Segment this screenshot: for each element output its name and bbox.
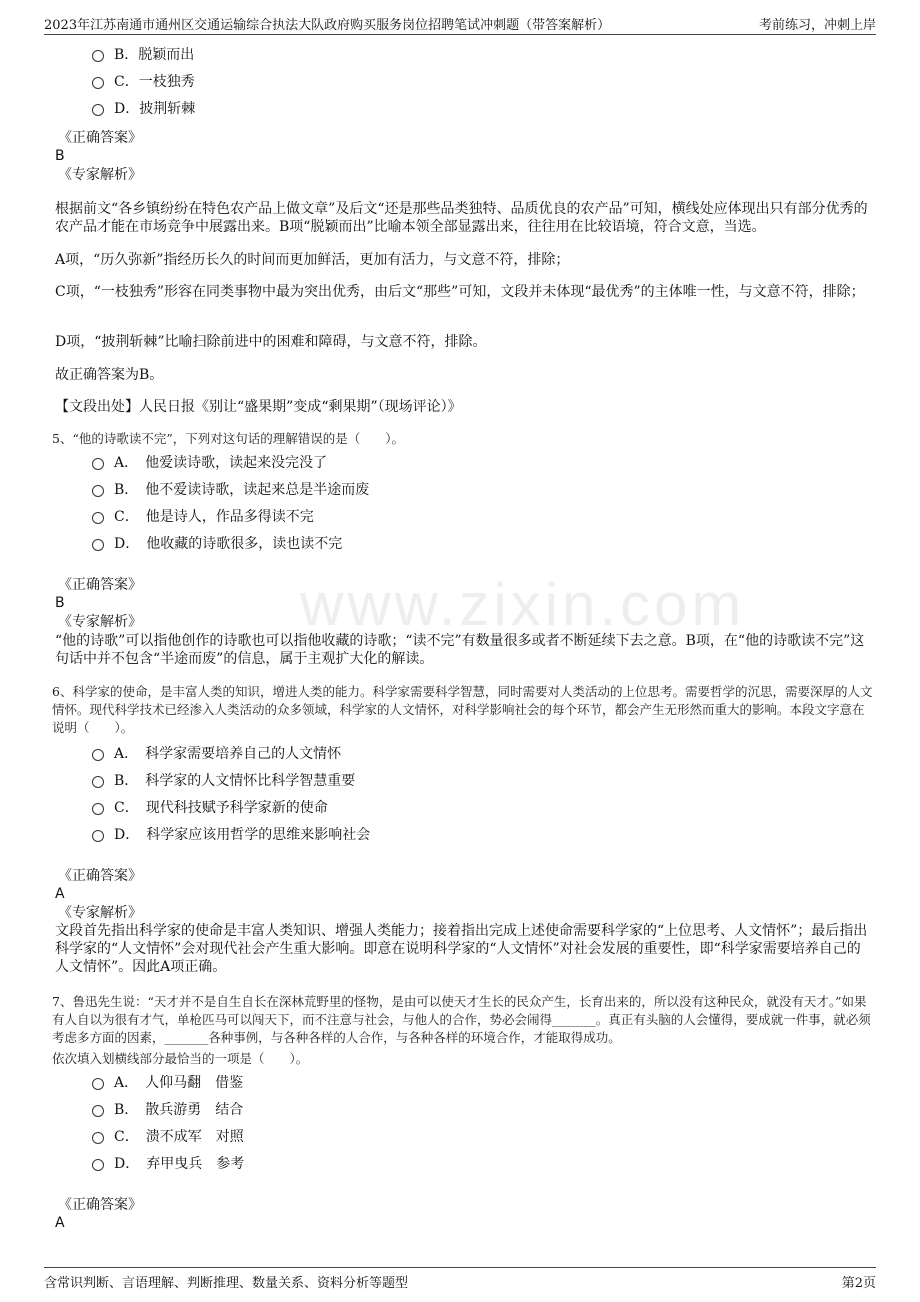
answer-label: 《正确答案》 bbox=[58, 130, 142, 146]
radio-icon[interactable] bbox=[92, 749, 104, 761]
option-d[interactable]: D． 科学家应该用哲学的思维来影响社会 bbox=[92, 826, 370, 844]
option-c[interactable]: C． 溃不成军 对照 bbox=[92, 1128, 244, 1146]
question-stem: 6、科学家的使命，是丰富人类的知识，增进人类的能力。科学家需要科学智慧，同时需要对人类活动的上位思考。需要哲学的沉思，需要深厚的人文情怀。现代科学技术已经渗入人类活动的众多领域，科学家的人文情怀，对科学影响社会的每个环节，都会产生无形然而重大的影响。本段文字意在说明（ ）。 bbox=[52, 684, 873, 735]
radio-icon[interactable] bbox=[92, 485, 104, 497]
answer-value: B bbox=[55, 595, 65, 611]
analysis-paragraph: “他的诗歌”可以指他创作的诗歌也可以指他收藏的诗歌；“读不完”有数量很多或者不断延续下去之意。B项，在“他的诗歌读不完”这句话中并不包含“半途而废”的信息，属于主观扩大化的解读。 bbox=[55, 633, 865, 667]
page-footer bbox=[44, 1267, 876, 1290]
option-c[interactable]: C． 他是诗人，作品多得读不完 bbox=[92, 508, 314, 526]
page-header bbox=[44, 12, 876, 35]
option-a[interactable]: A． 科学家需要培养自己的人文情怀 bbox=[92, 745, 341, 763]
radio-icon[interactable] bbox=[92, 1159, 104, 1171]
analysis-paragraph: 根据前文“各乡镇纷纷在特色农产品上做文章”及后文“还是那些品类独特、品质优良的农产品”可知，横线处应体现出只有部分优秀的农产品才能在市场竞争中展露出来。B项“脱颖而出”比喻本领全部显露出来，往往用在比较语境，符合文意，当选。 bbox=[55, 201, 868, 235]
analysis-label: 《专家解析》 bbox=[58, 167, 142, 183]
radio-icon[interactable] bbox=[92, 50, 104, 62]
radio-icon[interactable] bbox=[92, 512, 104, 524]
footer-note: 含常识判断、言语理解、判断推理、数量关系、资料分析等题型 bbox=[44, 1276, 409, 1291]
radio-icon[interactable] bbox=[92, 776, 104, 788]
answer-label: 《正确答案》 bbox=[58, 577, 142, 593]
option-c[interactable]: C．一枝独秀 bbox=[92, 73, 195, 91]
analysis-paragraph: A项，“历久弥新”指经历长久的时间而更加鲜活，更加有活力，与文意不符，排除； bbox=[55, 252, 570, 268]
analysis-paragraph: 文段首先指出科学家的使命是丰富人类知识、增强人类能力；接着指出完成上述使命需要科学家的“上位思考、人文情怀”；最后指出科学家的“人文情怀”会对现代社会产生重大影响。即意在说明科学家的“人文情怀”对社会发展的重要性，即“科学家需要培养自己的人文情怀”。因此A项正确。 bbox=[55, 923, 868, 975]
option-b[interactable]: B． 散兵游勇 结合 bbox=[92, 1101, 243, 1119]
document-title: 2023年江苏南通市通州区交通运输综合执法大队政府购买服务岗位招聘笔试冲刺题（带答案解析） bbox=[44, 18, 611, 33]
radio-icon[interactable] bbox=[92, 458, 104, 470]
analysis-paragraph: D项，“披荆斩棘”比喻扫除前进中的困难和障碍，与文意不符，排除。 bbox=[55, 334, 487, 350]
source-note: 【文段出处】人民日报《别让“盛果期”变成“剩果期”（现场评论）》 bbox=[55, 399, 462, 415]
radio-icon[interactable] bbox=[92, 803, 104, 815]
option-b[interactable]: B．脱颖而出 bbox=[92, 46, 194, 64]
header-slogan: 考前练习，冲刺上岸 bbox=[758, 18, 876, 33]
analysis-conclusion: 故正确答案为B。 bbox=[55, 367, 164, 383]
option-d[interactable]: D． 弃甲曳兵 参考 bbox=[92, 1155, 244, 1173]
question-stem: 5、“他的诗歌读不完”，下列对这句话的理解错误的是（ ）。 bbox=[52, 431, 404, 446]
radio-icon[interactable] bbox=[92, 1105, 104, 1117]
analysis-label: 《专家解析》 bbox=[58, 905, 142, 921]
option-a[interactable]: A． 他爱读诗歌，读起来没完没了 bbox=[92, 454, 327, 472]
radio-icon[interactable] bbox=[92, 1132, 104, 1144]
answer-label: 《正确答案》 bbox=[58, 1197, 142, 1213]
option-d[interactable]: D． 他收藏的诗歌很多，读也读不完 bbox=[92, 535, 342, 553]
analysis-label: 《专家解析》 bbox=[58, 614, 142, 630]
option-a[interactable]: A． 人仰马翻 借鉴 bbox=[92, 1074, 243, 1092]
answer-value: A bbox=[55, 1215, 65, 1231]
watermark: www.zixin.com bbox=[300, 571, 746, 638]
option-b[interactable]: B． 他不爱读诗歌，读起来总是半途而废 bbox=[92, 481, 369, 499]
analysis-paragraph: C项，“一枝独秀”形容在同类事物中最为突出优秀，由后文“那些”可知，文段并未体现“最优秀”的主体唯一性，与文意不符，排除； bbox=[55, 284, 865, 300]
answer-value: B bbox=[55, 148, 65, 164]
page-number: 第2页 bbox=[841, 1276, 876, 1291]
answer-label: 《正确答案》 bbox=[58, 868, 142, 884]
radio-icon[interactable] bbox=[92, 539, 104, 551]
option-c[interactable]: C． 现代科技赋予科学家新的使命 bbox=[92, 799, 328, 817]
question-prompt: 依次填入划横线部分最恰当的一项是（ ）。 bbox=[52, 1051, 309, 1066]
radio-icon[interactable] bbox=[92, 1078, 104, 1090]
answer-value: A bbox=[55, 886, 65, 902]
radio-icon[interactable] bbox=[92, 104, 104, 116]
option-d[interactable]: D．披荆斩棘 bbox=[92, 100, 195, 118]
question-stem: 7、鲁迅先生说：“天才并不是自生自长在深林荒野里的怪物，是由可以使天才生长的民众产生，长育出来的，所以没有这种民众，就没有天才。”如果有人自以为很有才气，单枪匹马可以闯天下，而不注意与社会，与他人的合作，势必会闹得_______。真正有头脑的人会懂得，要成就一件事，就必须考虑多方面的因素，_______各种事例，与各种各样的人合作，与各种各样的环境合作，才能取得成功。 bbox=[52, 994, 871, 1045]
option-b[interactable]: B． 科学家的人文情怀比科学智慧重要 bbox=[92, 772, 355, 790]
radio-icon[interactable] bbox=[92, 77, 104, 89]
radio-icon[interactable] bbox=[92, 830, 104, 842]
